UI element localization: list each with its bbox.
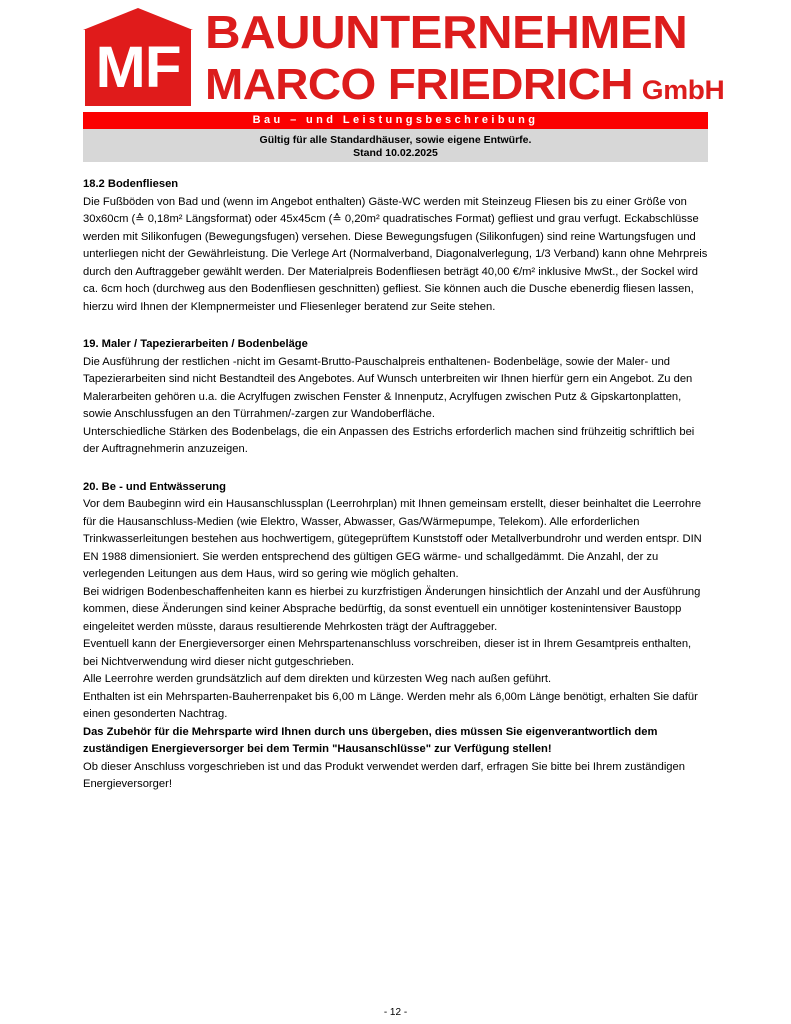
section-19-heading: 19. Maler / Tapezierarbeiten / Bodenbeläge [83,338,308,350]
section-18-2-paragraph-1: Die Fußböden von Bad und (wenn im Angebot enthalten) Gäste-WC werden mit Steinzeug Fliesen bis zu einer Größe von 30x60cm (≙ 0,18m² Längsformat) oder 45x45cm (≙ 0,20m² quadratisches Format) gefliest und grau verfugt. Eckabschlüsse werden mit Silikonfugen (Bewegungsfugen) versehen. Diese Bewegungsfugen (Silikonfugen) sind reine Wartungsfugen und unterliegen nicht der Gewährleistung. Die Verlege Art (Normalverband, Diagonalverlegung, 1/3 Verband) kann ohne Mehrpreis durch den Auftraggeber gewählt werden. Der Materialpreis Bodenfliesen beträgt 40,00 €/m² inklusive MwSt., der Sockel wird ca. 6cm hoch (durchweg aus den Bodenfliesen geschnitten) gefliest. Sie können auch die Dusche ebenerdig fliesen lassen, hierzu wird Ihnen der Klempnermeister und Fliesenleger beratend zur Seite stehen. [83,195,708,313]
section-20-paragraph-4: Alle Leerrohre werden grundsätzlich auf dem direkten und kürzesten Weg nach außen geführt. [83,673,552,685]
document-header [83,6,725,109]
logo-box-shape [85,29,191,106]
subtitle-revision-date: Stand 10.02.2025 [353,147,438,159]
document-body [83,176,708,794]
section-20-paragraph-1: Vor dem Baubeginn wird ein Hausanschlussplan (Leerrohrplan) mit Ihnen gemeinsam erstellt, dieser beinhaltet die Leerrohre für die Hausanschluss-Medien (wie Elektro, Wasser, Abwasser, Gas/Wärmepumpe, Telekom). Alle erforderlichen Trinkwasserleitungen bestehen aus hochwertigem, gütegeprüftem Kunststoff oder Metallverbundrohr und werden entspr. DIN EN 1988 dimensioniert. Sie werden entsprechend des gültigen GEG wärme- und schallgedämmt. Die Anzahl, der zu verlegenden Leitungen aus dem Haus, wird so gering wie möglich gehalten. [83,498,702,580]
section-19-body [83,354,708,459]
section-18-2-heading: 18.2 Bodenfliesen [83,178,179,190]
section-20-paragraph-6-emphasis: Das Zubehör für die Mehrsparte wird Ihnen durch uns übergeben, dies müssen Sie eigenverantwortlich dem zuständigen Energieversorger bei dem Termin "Hausanschlüsse" zur Verfügung stellen! [83,725,658,755]
company-logo-icon [83,8,193,106]
section-20-paragraph-5: Enthalten ist ein Mehrsparten-Bauherrenpaket bis 6,00 m Länge. Werden mehr als 6,00m Länge benötigt, erhalten Sie dafür einen gesonderten Nachtrag. [83,690,698,720]
section-19 [83,336,708,459]
section-18-2 [83,176,708,316]
company-name-line2 [205,59,768,109]
logo-roof-shape [83,8,193,30]
section-19-paragraph-1: Die Ausführung der restlichen -nicht im Gesamt-Brutto-Pauschalpreis enthaltenen- Bodenbeläge, sowie der Maler- und Tapezierarbeiten sind nicht Bestandteil des Angebotes. Auf Wunsch unterbreiten wir Ihnen hierfür gern ein Angebot. Zu den Malerarbeiten gehören u.a. die Acrylfugen zwischen Fenster & Innenputz, Acrylfugen zwischen Putz & Gipskartonplatten, sowie Anschlussfugen an den Türrahmen/-zargen zur Wandoberfläche. [83,355,693,420]
section-20-paragraph-2: Bei widrigen Bodenbeschaffenheiten kann es hierbei zu kurzfristigen Änderungen hinsichtlich der Anzahl und der Ausführung kommen, diese Änderungen sind keiner Absprache bedürftig, da sonst eventuell ein unnötiger kostenintensiver Baustopp eingeleitet werden müsste, daraus resultierende Mehrkosten trägt der Auftraggeber. [83,585,701,633]
section-20 [83,479,708,794]
company-name-line1: BAUUNTERNEHMEN [205,6,688,59]
subtitle-validity: Gültig für alle Standardhäuser, sowie eigene Entwürfe. [259,134,532,146]
section-20-paragraph-7: Ob dieser Anschluss vorgeschrieben ist und das Produkt verwendet werden darf, erfragen Sie bitte bei Ihrem zuständigen Energieversorger! [83,760,685,790]
section-19-paragraph-2: Unterschiedliche Stärken des Bodenbelags, die ein Anpassen des Estrichs erforderlich machen sind frühzeitig schriftlich bei der Auftragnehmerin anzuzeigen. [83,425,695,455]
section-20-paragraph-3: Eventuell kann der Energieversorger einen Mehrspartenanschluss vorschreiben, dieser ist in Ihrem Gesamtpreis enthalten, bei Nichtverwendung wird dieser nicht gutgeschrieben. [83,638,692,668]
company-name-block [205,6,725,109]
document-title-bar: Bau – und Leistungsbeschreibung [83,112,708,129]
section-18-2-body [83,194,708,317]
company-legal-suffix: GmbH [641,75,725,106]
section-20-body [83,496,708,794]
document-subtitle-band [83,129,708,162]
logo-initials: MF [95,35,181,100]
company-name-text: MARCO FRIEDRICH [205,59,633,109]
page-number-footer: - 12 - [383,1007,408,1018]
section-20-heading: 20. Be - und Entwässerung [83,480,226,493]
